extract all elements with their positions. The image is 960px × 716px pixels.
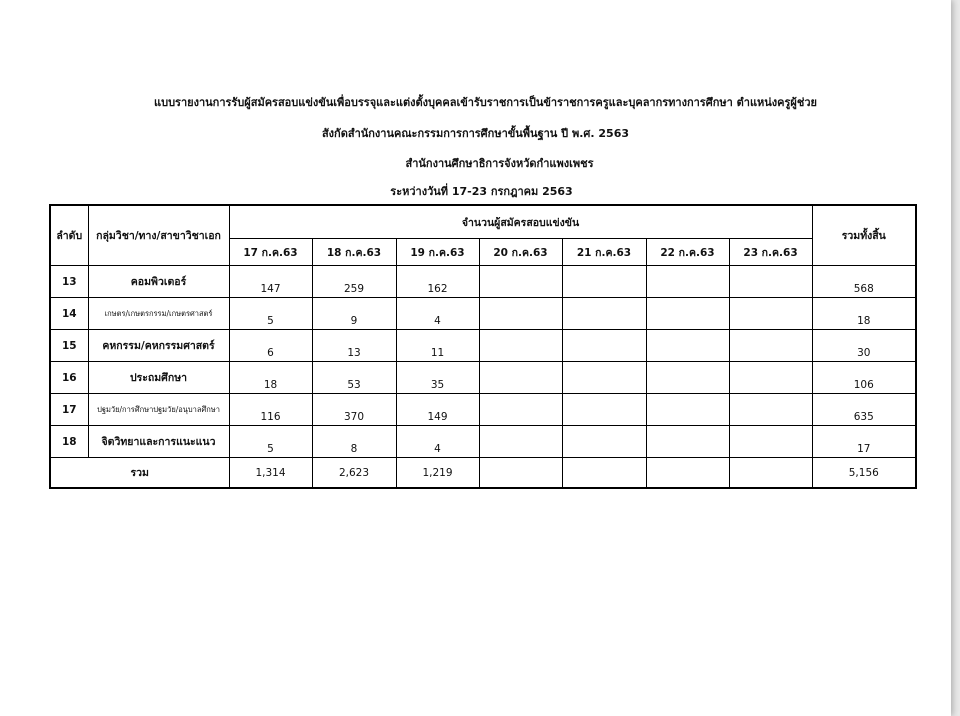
row-seq: 14 [50,298,88,330]
row-daily-count [562,362,646,394]
row-daily-count: 147 [229,266,312,298]
row-daily-count [729,394,812,426]
row-daily-count [729,426,812,458]
row-daily-count [646,330,729,362]
row-daily-count: 4 [396,298,479,330]
sum-daily-count: 2,623 [312,458,396,489]
sum-label: รวม [50,458,229,489]
row-daily-count: 5 [229,426,312,458]
sum-daily-count [729,458,812,489]
row-daily-count [729,330,812,362]
applicant-count-table [49,204,917,489]
row-daily-count [479,266,562,298]
row-total: 635 [812,394,916,426]
row-total: 106 [812,362,916,394]
sum-daily-count [562,458,646,489]
row-total: 17 [812,426,916,458]
row-daily-count: 53 [312,362,396,394]
row-daily-count: 9 [312,298,396,330]
sum-daily-count [479,458,562,489]
row-daily-count: 6 [229,330,312,362]
row-daily-count [646,426,729,458]
row-daily-count [479,426,562,458]
header-seq: ลำดับ [50,205,88,266]
sum-daily-count: 1,219 [396,458,479,489]
row-daily-count [646,266,729,298]
row-daily-count: 259 [312,266,396,298]
row-subject: จิตวิทยาและการแนะแนว [88,426,229,458]
header-date: 23 ก.ค.63 [729,239,812,266]
row-subject: คหกรรม/คหกรรมศาสตร์ [88,330,229,362]
row-daily-count: 11 [396,330,479,362]
header-date: 20 ก.ค.63 [479,239,562,266]
table-row [50,394,916,426]
table-row [50,426,916,458]
row-total: 568 [812,266,916,298]
row-daily-count: 13 [312,330,396,362]
report-subtitle-office: สำนักงานศึกษาธิการจังหวัดกำแพงเพชร [405,157,594,170]
row-daily-count [562,266,646,298]
report-date-range: ระหว่างวันที่ 17-23 กรกฎาคม 2563 [390,185,573,198]
row-daily-count: 18 [229,362,312,394]
row-seq: 18 [50,426,88,458]
row-daily-count: 370 [312,394,396,426]
row-subject: คอมพิวเตอร์ [88,266,229,298]
row-daily-count [479,362,562,394]
sum-daily-count [646,458,729,489]
row-daily-count [646,394,729,426]
table-row [50,330,916,362]
row-daily-count: 8 [312,426,396,458]
row-daily-count [562,394,646,426]
report-title: แบบรายงานการรับผู้สมัครสอบแข่งขันเพื่อบรรจุและแต่งตั้งบุคคลเข้ารับราชการเป็นข้าราชการครูและบุคลากรทางการศึกษา ตำแหน่งครูผู้ช่วย [154,96,817,109]
row-subject: เกษตร/เกษตรกรรม/เกษตรศาสตร์ [88,298,229,330]
header-date: 17 ก.ค.63 [229,239,312,266]
row-daily-count [729,362,812,394]
table-row [50,266,916,298]
header-date: 18 ก.ค.63 [312,239,396,266]
header-subject-group: กลุ่มวิชา/ทาง/สาขาวิชาเอก [88,205,229,266]
table-row [50,298,916,330]
sum-grand-total: 5,156 [812,458,916,489]
row-daily-count [562,330,646,362]
row-daily-count: 149 [396,394,479,426]
row-daily-count: 162 [396,266,479,298]
row-daily-count [479,330,562,362]
table-row [50,362,916,394]
row-seq: 17 [50,394,88,426]
row-subject: ประถมศึกษา [88,362,229,394]
row-daily-count [479,394,562,426]
row-seq: 13 [50,266,88,298]
header-grand-total: รวมทั้งสิ้น [812,205,916,266]
row-daily-count [479,298,562,330]
row-daily-count: 5 [229,298,312,330]
row-daily-count [646,298,729,330]
row-daily-count: 35 [396,362,479,394]
row-daily-count [729,298,812,330]
report-subtitle-agency: สังกัดสำนักงานคณะกรรมการการศึกษาขั้นพื้นฐาน ปี พ.ศ. 2563 [321,127,630,140]
row-daily-count [562,298,646,330]
row-daily-count: 116 [229,394,312,426]
row-daily-count [729,266,812,298]
sum-daily-count: 1,314 [229,458,312,489]
row-subject: ปฐมวัย/การศึกษาปฐมวัย/อนุบาลศึกษา [88,394,229,426]
header-date: 19 ก.ค.63 [396,239,479,266]
row-daily-count [646,362,729,394]
row-daily-count [562,426,646,458]
header-date: 22 ก.ค.63 [646,239,729,266]
row-total: 18 [812,298,916,330]
header-date: 21 ก.ค.63 [562,239,646,266]
sum-row [50,458,916,489]
row-total: 30 [812,330,916,362]
row-seq: 15 [50,330,88,362]
table-body [50,266,916,489]
row-daily-count: 4 [396,426,479,458]
header-applicant-count: จำนวนผู้สมัครสอบแข่งขัน [229,205,812,239]
row-seq: 16 [50,362,88,394]
